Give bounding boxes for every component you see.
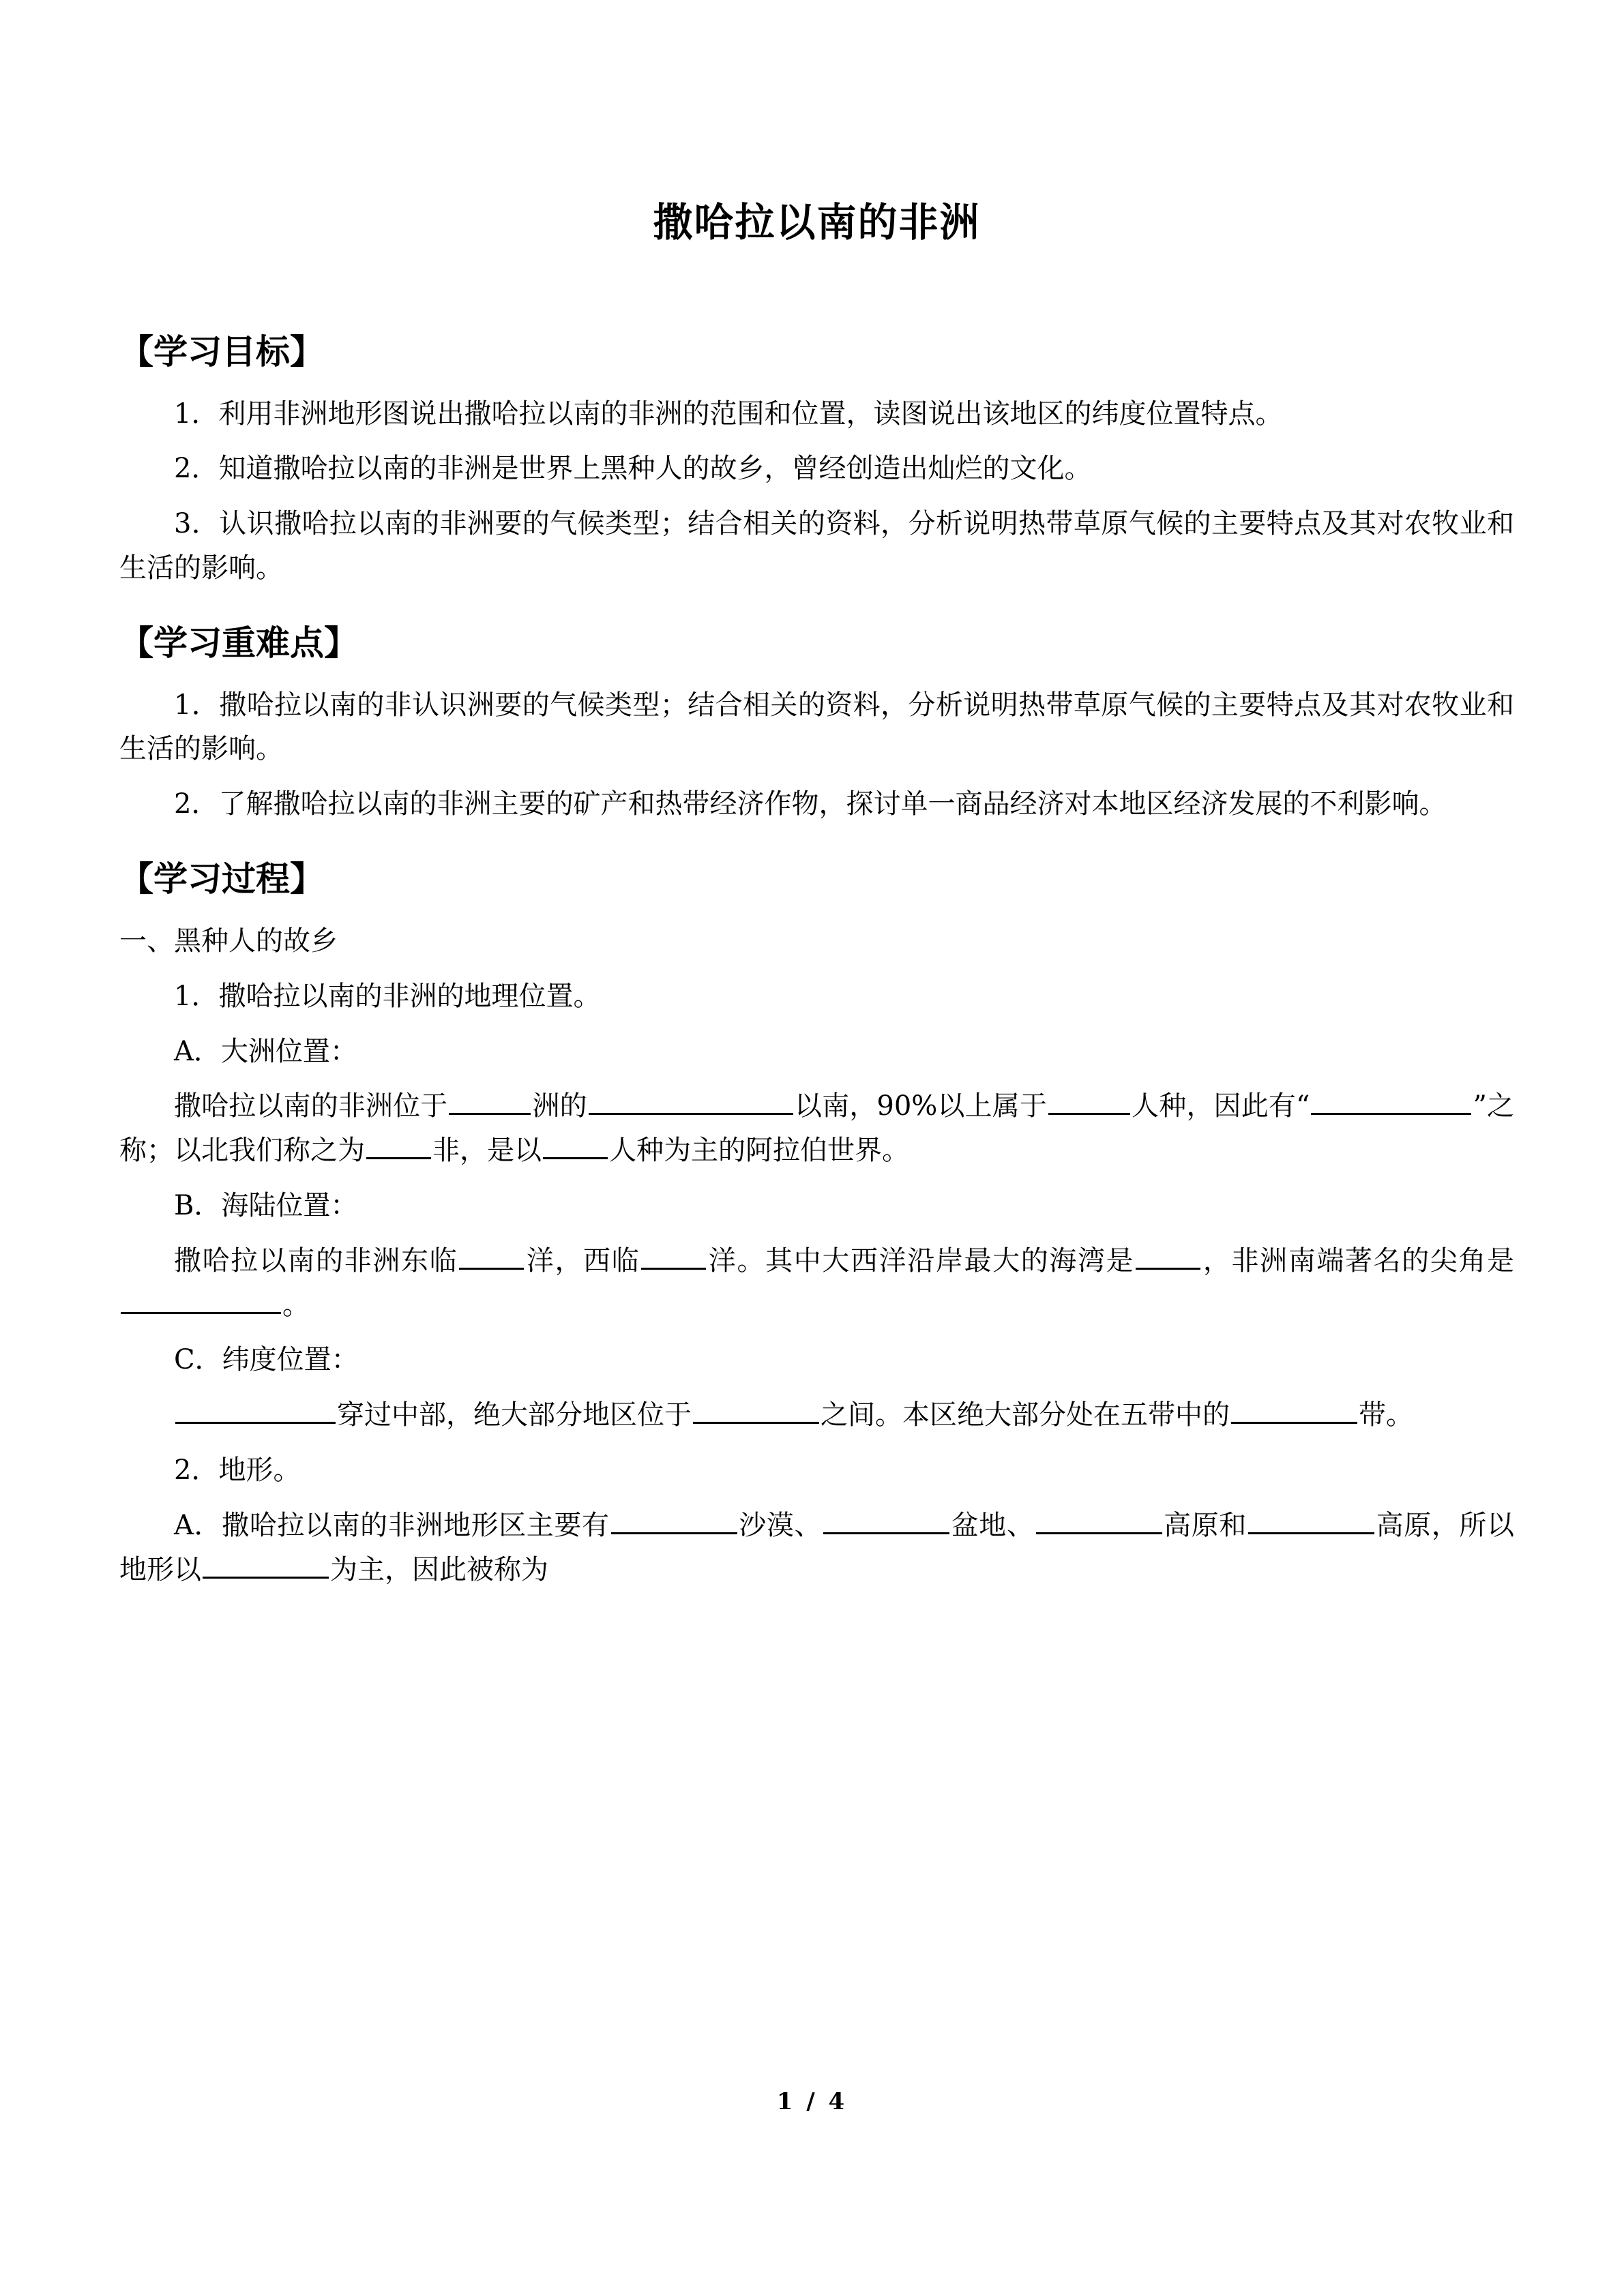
answer-blank[interactable]: [449, 1084, 531, 1115]
answer-blank[interactable]: [121, 1283, 281, 1314]
sub-b-text-2: 洋，西临: [525, 1244, 640, 1277]
sub-a-text-4: 人种，因此有“: [1132, 1090, 1310, 1122]
answer-blank[interactable]: [203, 1548, 329, 1579]
process-sub-c-body: [119, 1393, 1514, 1437]
sub-a2-text-4: 高原和: [1163, 1509, 1247, 1541]
sub-b-text-5: 。: [282, 1289, 310, 1321]
process-sub-b-body: [119, 1239, 1514, 1328]
sub-a-text-2: 洲的: [532, 1090, 587, 1122]
answer-blank[interactable]: [1036, 1504, 1162, 1534]
sub-a2-text-1: A．撒哈拉以南的非洲地形区主要有: [174, 1509, 610, 1541]
objective-item-1: 1．利用非洲地形图说出撒哈拉以南的非洲的范围和位置，读图说出该地区的纬度位置特点。: [174, 398, 1283, 430]
sub-a2-text-2: 沙漠、: [738, 1509, 823, 1541]
sub-a-text-7: 人种为主的阿拉伯世界。: [609, 1135, 909, 1167]
process-sub-a2-body: [119, 1504, 1514, 1592]
sub-a-text-5: ”之称；以北我们称之为: [119, 1090, 1515, 1167]
section-heading-objectives: 【学习目标】: [119, 331, 324, 372]
sub-c-text-2: 之间。本区绝大部分处在五带中的: [821, 1399, 1230, 1431]
keypoint-item-2: 2．了解撒哈拉以南的非洲主要的矿产和热带经济作物，探讨单一商品经济对本地区经济发展的不利影响。: [174, 788, 1447, 820]
process-item-1-title: 1．撒哈拉以南的非洲的地理位置。: [174, 980, 601, 1012]
sub-a2-text-6: 为主，因此被称为: [330, 1553, 548, 1585]
process-item-2-title: 2．地形。: [174, 1455, 301, 1487]
answer-blank[interactable]: [175, 1393, 336, 1424]
answer-blank[interactable]: [589, 1084, 793, 1115]
objective-item-2: 2．知道撒哈拉以南的非洲是世界上黑种人的故乡，曾经创造出灿烂的文化。: [174, 453, 1092, 485]
answer-blank[interactable]: [693, 1393, 819, 1424]
objective-item-3: 3．认识撒哈拉以南的非洲要的气候类型；结合相关的资料，分析说明热带草原气候的主要特点及其对农牧业和生活的影响。: [119, 508, 1514, 584]
answer-blank[interactable]: [366, 1129, 431, 1159]
sub-a-text-6: 非，是以: [432, 1135, 542, 1167]
process-sub-c-label: C．纬度位置：: [174, 1344, 359, 1376]
answer-blank[interactable]: [1248, 1504, 1374, 1534]
sub-b-text-4: ，非洲南端著名的尖角是: [1202, 1244, 1515, 1277]
answer-blank[interactable]: [823, 1504, 949, 1534]
process-sub-b-label: B．海陆位置：: [174, 1190, 358, 1222]
answer-blank[interactable]: [1311, 1084, 1471, 1115]
answer-blank[interactable]: [543, 1129, 608, 1159]
sub-a2-text-3: 盆地、: [951, 1509, 1035, 1541]
answer-blank[interactable]: [1136, 1239, 1200, 1270]
process-sub-a-label: A．大洲位置：: [174, 1035, 357, 1067]
answer-blank[interactable]: [641, 1239, 706, 1270]
answer-blank[interactable]: [1231, 1393, 1357, 1424]
section-heading-process: 【学习过程】: [119, 859, 324, 899]
sub-b-text-3: 洋。其中大西洋沿岸最大的海湾是: [707, 1244, 1135, 1277]
section-heading-keypoints: 【学习重难点】: [119, 622, 358, 663]
process-sub-a-body: [119, 1084, 1514, 1173]
answer-blank[interactable]: [1048, 1084, 1130, 1115]
sub-a2-text-5: 高原，所以地形以: [119, 1509, 1514, 1585]
sub-b-text-1: 撒哈拉以南的非洲东临: [174, 1244, 458, 1277]
page-content: [119, 0, 1514, 1592]
sub-c-text-3: 带。: [1359, 1399, 1413, 1431]
answer-blank[interactable]: [611, 1504, 737, 1534]
sub-a-text-3: 以南，90%以上属于: [794, 1090, 1047, 1122]
process-part-one-title: 一、黑种人的故乡: [119, 925, 338, 957]
sub-c-text-1: 穿过中部，绝大部分地区位于: [337, 1399, 692, 1431]
answer-blank[interactable]: [459, 1239, 524, 1270]
page-footer: 1 / 4: [776, 2088, 848, 2115]
page-title: 撒哈拉以南的非洲: [653, 199, 981, 245]
sub-a-text-1: 撒哈拉以南的非洲位于: [174, 1090, 448, 1122]
keypoint-item-1: 1．撒哈拉以南的非认识洲要的气候类型；结合相关的资料，分析说明热带草原气候的主要特点及其对农牧业和生活的影响。: [119, 689, 1514, 765]
